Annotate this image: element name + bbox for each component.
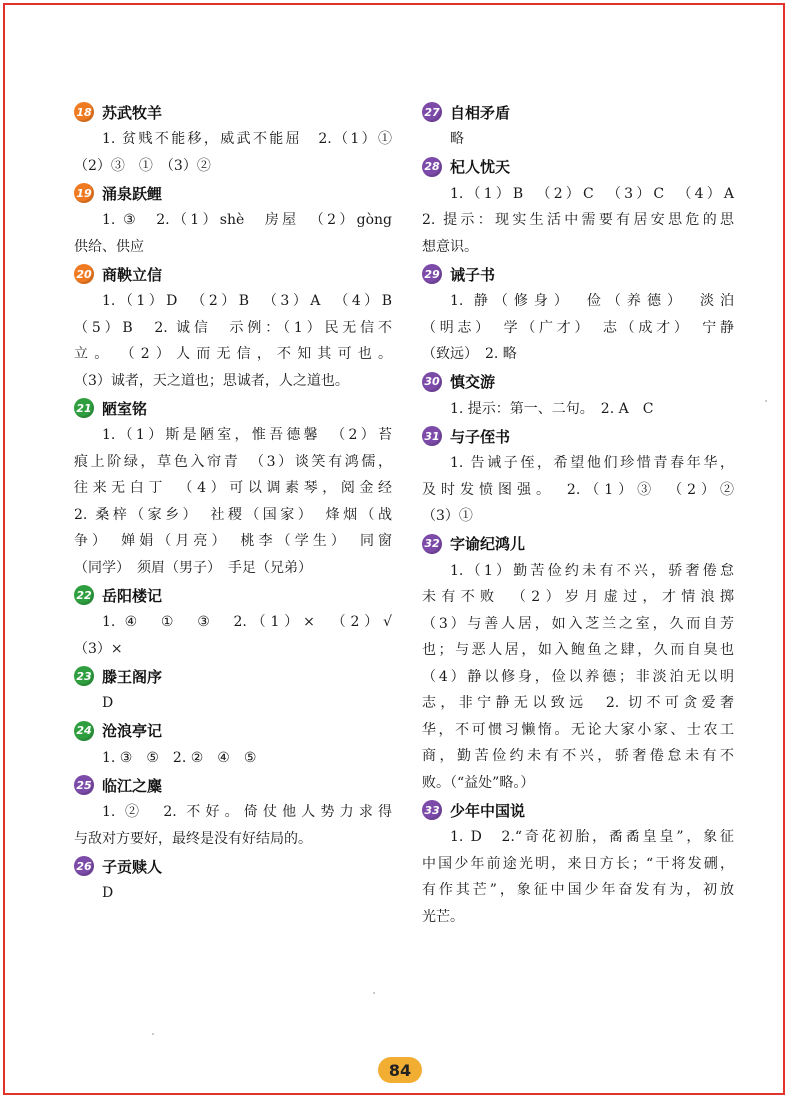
answer-section — [422, 368, 734, 423]
answer-line: 也；与恶人居，如入鲍鱼之肆，久而自臭也 — [422, 642, 734, 658]
section-header — [422, 422, 734, 450]
section-title: 苏武牧羊 — [102, 103, 163, 122]
section-title: 滕王阁序 — [102, 667, 163, 686]
scan-speck — [373, 992, 375, 994]
section-number-badge: 32 — [422, 534, 442, 554]
answer-line: （3）× — [74, 640, 123, 657]
section-header — [422, 368, 734, 396]
section-header — [74, 179, 392, 207]
section-title: 慎交游 — [450, 373, 496, 391]
answer-section — [422, 153, 734, 261]
section-number-badge: 29 — [422, 264, 442, 284]
answer-line: （3）与善人居，如入芝兰之室，久而自芳 — [422, 615, 734, 632]
answer-section — [422, 796, 734, 930]
answer-section — [422, 530, 734, 797]
answer-line: （同学） 须眉（男子） 手足（兄弟） — [74, 559, 312, 576]
section-title: 临江之麋 — [102, 776, 163, 795]
answer-line: 往来无白丁 （4）可以调素琴，阅金经 — [74, 480, 392, 496]
answer-line: （4）静以修身，俭以养德；非淡泊无以明 — [422, 668, 734, 685]
section-title: 诫子书 — [450, 265, 496, 284]
answer-line: 1. D 2.“奇花初胎，矞矞皇皇”，象征 — [450, 829, 734, 845]
answer-line: 2. 提示：现实生活中需要有居安思危的思 — [422, 212, 734, 228]
answer-section — [74, 179, 392, 260]
section-title: 沧浪亭记 — [102, 722, 163, 740]
section-header — [422, 98, 734, 126]
answer-line: 有作其芒”，象征中国少年奋发有为，初放 — [422, 882, 734, 898]
scan-speck — [152, 1033, 154, 1035]
section-number-badge: 30 — [422, 372, 442, 392]
answer-section — [74, 394, 392, 581]
answer-line: 1.（1）斯是陋室，惟吾德馨 （2）苔 — [102, 427, 392, 443]
answer-line: 想意识。 — [422, 238, 478, 255]
section-header — [74, 771, 392, 799]
answer-section — [74, 98, 392, 179]
answer-line: 光芒。 — [422, 908, 464, 925]
section-number-badge: 33 — [422, 800, 442, 820]
answer-line: 供给、供应 — [74, 238, 144, 255]
answer-line: 争） 婵娟（月亮） 桃李（学生） 同窗 — [74, 533, 392, 549]
answer-section — [422, 260, 734, 368]
section-title: 少年中国说 — [450, 801, 526, 820]
answer-line: （明志） 学（广才） 志（成才） 宁静 — [422, 319, 734, 336]
page-number-badge — [378, 1057, 422, 1083]
section-header — [74, 717, 392, 745]
answer-line: 商，勤苦俭约未有不兴，骄奢倦怠未有不 — [422, 748, 734, 764]
section-number-badge: 25 — [74, 775, 94, 795]
scan-speck — [765, 400, 767, 402]
page-number: 84 — [388, 1060, 412, 1080]
section-header — [422, 260, 734, 288]
answer-line: 未有不败 （2）岁月虚过，才情浪掷 — [422, 589, 734, 605]
answer-line: 1. ③ 2.（1）shè 房屋 （2）gòng — [102, 212, 392, 228]
answer-line: 立。 （2）人而无信，不知其可也。 — [74, 346, 392, 362]
section-number-badge: 18 — [74, 102, 94, 122]
answer-line: 及时发愤图强。 2.（1）③ （2）② — [422, 481, 734, 498]
answer-line: （2）③ ① （3）② — [74, 157, 211, 174]
answer-line: D — [102, 695, 114, 711]
section-title: 陋室铭 — [102, 399, 148, 418]
section-number-badge: 26 — [74, 856, 94, 876]
answer-line: 与敌对方要好，最终是没有好结局的。 — [74, 830, 312, 847]
section-number-badge: 23 — [74, 666, 94, 686]
section-number-badge: 21 — [74, 398, 94, 418]
answer-line: 1. ③ ⑤ 2. ② ④ ⑤ — [102, 749, 257, 766]
section-number-badge: 31 — [422, 426, 442, 446]
answer-line: （3）诚者，天之道也；思诚者，人之道也。 — [74, 372, 349, 389]
answer-line: 中国少年前途光明，来日方长；“干将发硎， — [422, 855, 734, 872]
left-column — [74, 98, 392, 907]
answer-line: 1.（1）D （2）B （3）A （4）B — [102, 293, 392, 309]
answer-section — [74, 771, 392, 852]
answer-line: 1. ④ ① ③ 2.（1）× （2）√ — [102, 614, 392, 630]
answer-line: 华，不可惯习懒惰。无论大家小家、士农工 — [422, 721, 734, 738]
section-header — [422, 796, 734, 824]
section-header — [422, 530, 734, 558]
section-header — [74, 260, 392, 288]
section-title: 自相矛盾 — [450, 103, 511, 122]
section-header — [74, 394, 392, 422]
answer-line: 2. 桑梓（家乡） 社稷（国家） 烽烟（战 — [74, 506, 392, 523]
answer-line: 败。（“益处”略。） — [422, 774, 535, 791]
section-header — [74, 852, 392, 880]
answer-section — [422, 422, 734, 530]
section-header — [74, 98, 392, 126]
section-number-badge: 24 — [74, 721, 94, 741]
section-title: 字谕纪鸿儿 — [450, 535, 526, 553]
answer-line: （3）① — [422, 508, 473, 524]
answer-section — [422, 98, 734, 153]
answer-line: 略 — [450, 131, 464, 147]
section-title: 杞人忧天 — [450, 158, 511, 176]
section-title: 子贡赎人 — [102, 857, 163, 876]
answer-line: D — [102, 885, 114, 901]
answer-line: （5）B 2. 诚信 示例：（1）民无信不 — [74, 319, 392, 336]
section-title: 岳阳楼记 — [102, 586, 163, 605]
answer-line: 志，非宁静无以致远 2. 切不可贪爱奢 — [422, 695, 734, 711]
answer-section — [74, 662, 392, 717]
answer-line: 1. 静（修身） 俭（养德） 淡泊 — [450, 293, 734, 309]
answer-line: （致远） 2. 略 — [422, 346, 517, 362]
section-header — [422, 153, 734, 181]
answer-section — [74, 581, 392, 662]
section-title: 商鞅立信 — [102, 265, 163, 284]
section-number-badge: 20 — [74, 264, 94, 284]
section-title: 涌泉跃鲤 — [102, 184, 163, 203]
section-number-badge: 28 — [422, 157, 442, 177]
answer-line: 1. 提示：第一、二句。 2. A C — [450, 400, 654, 417]
answer-line: 痕上阶绿，草色入帘青 （3）谈笑有鸿儒， — [74, 453, 392, 470]
section-title: 与子侄书 — [450, 427, 511, 446]
section-number-badge: 22 — [74, 585, 94, 605]
answer-section — [74, 717, 392, 772]
answer-line: 1. 贫贱不能移，威武不能屈 2.（1）① — [102, 131, 392, 147]
section-number-badge: 27 — [422, 102, 442, 122]
answer-line: 1. ② 2. 不好。倚仗他人势力求得 — [102, 804, 392, 820]
answer-line: 1. 告诫子侄，希望他们珍惜青春年华， — [450, 455, 734, 471]
section-number-badge: 19 — [74, 183, 94, 203]
answer-line: 1.（1）B （2）C （3）C （4）A — [450, 185, 734, 202]
answer-section — [74, 260, 392, 394]
section-header — [74, 581, 392, 609]
section-header — [74, 662, 392, 690]
answer-section — [74, 852, 392, 907]
right-column — [422, 98, 734, 930]
answer-line: 1.（1）勤苦俭约未有不兴，骄奢倦怠 — [450, 562, 734, 579]
